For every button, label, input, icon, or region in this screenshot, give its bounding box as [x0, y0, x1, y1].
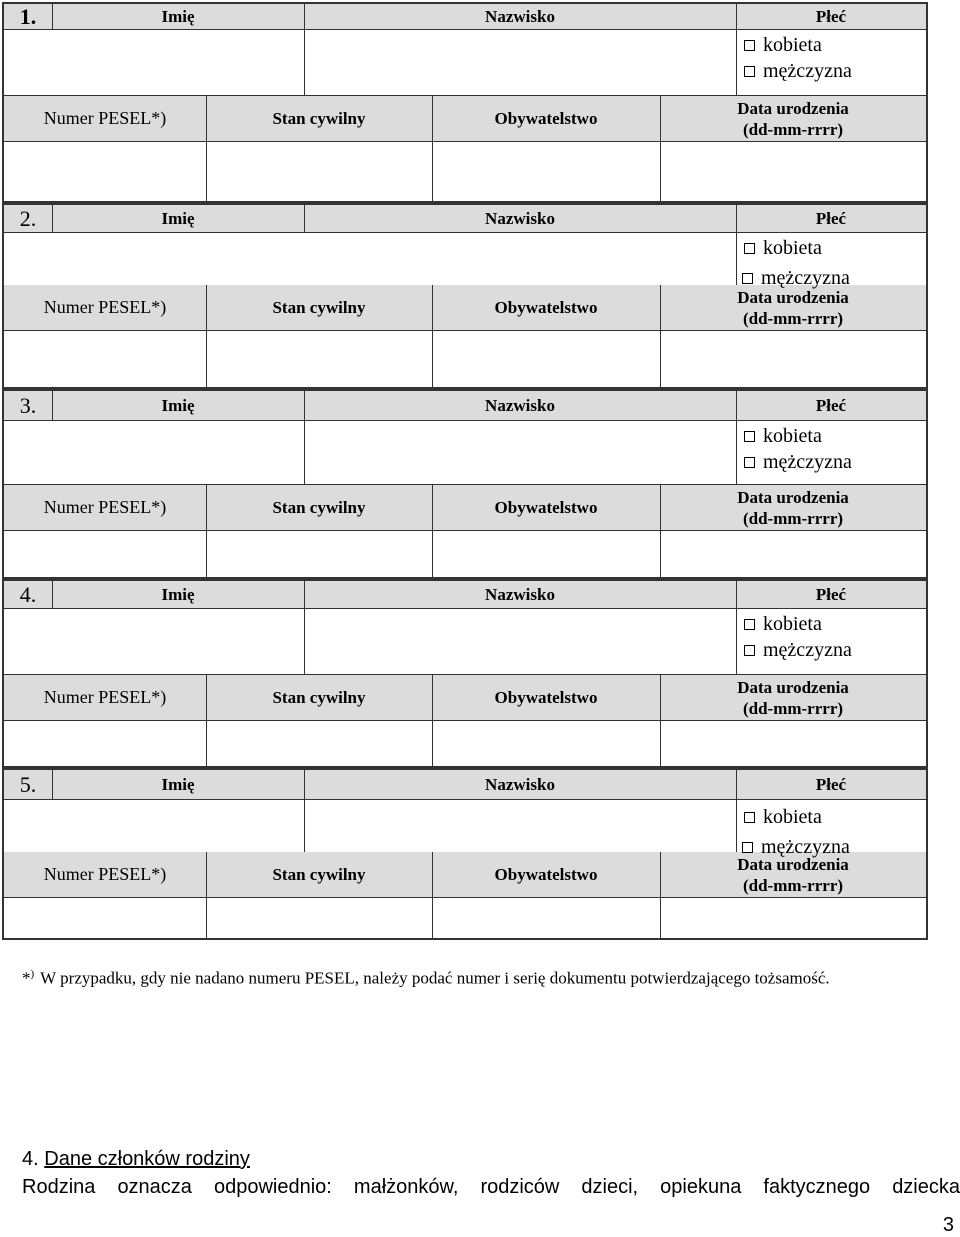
plec-options: [736, 609, 926, 674]
label-data-urodzenia: Data urodzenia (dd-mm-rrrr): [737, 677, 849, 718]
label-plec: Płeć: [815, 208, 847, 228]
name-input-row: [4, 609, 926, 675]
nazwisko-field[interactable]: [304, 421, 737, 484]
label-nazwisko: Nazwisko: [304, 4, 737, 29]
option-mezczyzna[interactable]: mężczyzna: [744, 637, 926, 663]
nazwisko-field[interactable]: [304, 609, 737, 674]
details-header-row: [4, 96, 926, 142]
nazwisko-field[interactable]: [304, 233, 737, 285]
label-obywatelstwo: Obywatelstwo: [432, 675, 661, 720]
section-text-word: dziecka: [892, 1176, 960, 1198]
person-number: 1.: [4, 4, 53, 29]
details-input-row: [4, 898, 926, 940]
section-text-word: opiekuna: [660, 1176, 742, 1198]
label-imie: Imię: [52, 4, 305, 29]
label-obywatelstwo: Obywatelstwo: [432, 485, 661, 530]
name-input-row: [4, 30, 926, 96]
label-plec: Płeć: [815, 395, 847, 415]
section-text-word: dzieci,: [581, 1176, 639, 1198]
label-data-urodzenia: Data urodzenia (dd-mm-rrrr): [737, 854, 849, 895]
person-number: 3.: [4, 391, 53, 420]
plec-options: [736, 30, 926, 95]
checkbox-icon[interactable]: [744, 812, 755, 823]
imie-field[interactable]: [4, 233, 304, 285]
label-nazwisko: Nazwisko: [304, 391, 737, 420]
person-number: 2.: [4, 205, 53, 232]
label-data-urodzenia: Data urodzenia (dd-mm-rrrr): [737, 487, 849, 528]
section-text-word: Rodzina: [22, 1176, 96, 1198]
option-kobieta[interactable]: kobieta: [744, 804, 926, 830]
option-mezczyzna[interactable]: mężczyzna: [744, 58, 926, 84]
label-data-urodzenia: Data urodzenia (dd-mm-rrrr): [737, 287, 849, 328]
person-number: 5.: [4, 770, 53, 799]
person-block-4: [2, 579, 928, 768]
label-pesel: Numer PESEL* ): [4, 675, 207, 720]
imie-field[interactable]: [4, 421, 305, 484]
option-mezczyzna[interactable]: mężczyzna: [742, 267, 850, 290]
label-pesel: Numer PESEL* ): [4, 852, 207, 897]
section-text: [22, 1176, 960, 1199]
checkbox-icon[interactable]: [742, 842, 753, 853]
details-header-row: [4, 485, 926, 531]
label-obywatelstwo: Obywatelstwo: [432, 285, 661, 330]
name-input-row: [4, 421, 926, 485]
label-imie: Imię: [52, 205, 305, 232]
checkbox-icon[interactable]: [744, 66, 755, 77]
label-plec: Płeć: [815, 6, 847, 26]
persons-form: [2, 2, 928, 940]
label-imie: Imię: [52, 581, 305, 608]
checkbox-icon[interactable]: [744, 40, 755, 51]
label-pesel: Numer PESEL* ): [4, 96, 207, 141]
label-pesel: Numer PESEL* ): [4, 485, 207, 530]
option-mezczyzna[interactable]: mężczyzna: [742, 836, 850, 859]
option-kobieta[interactable]: kobieta: [744, 32, 926, 58]
person-number: 4.: [4, 581, 53, 608]
person-header-row: [4, 389, 926, 421]
option-kobieta[interactable]: kobieta: [744, 235, 926, 261]
nazwisko-field[interactable]: [304, 30, 737, 95]
imie-field[interactable]: [4, 609, 305, 674]
label-stan-cywilny: Stan cywilny: [206, 852, 433, 897]
person-header-row: [4, 2, 926, 30]
plec-options: [736, 421, 926, 484]
checkbox-icon[interactable]: [744, 645, 755, 656]
nazwisko-field[interactable]: [304, 800, 737, 852]
section-text-word: rodziców: [480, 1176, 560, 1198]
checkbox-icon[interactable]: [744, 457, 755, 468]
label-nazwisko: Nazwisko: [304, 581, 737, 608]
label-imie: Imię: [52, 391, 305, 420]
details-header-row: [4, 267, 926, 331]
person-header-row: [4, 768, 926, 800]
label-obywatelstwo: Obywatelstwo: [432, 852, 661, 897]
imie-field[interactable]: [4, 800, 305, 852]
section-text-word: faktycznego: [763, 1176, 871, 1198]
person-block-3: [2, 389, 928, 579]
footnote: *) W przypadku, gdy nie nadano numeru PESEL, należy podać numer i serię dokumentu potwierdzającego tożsamość.: [22, 968, 830, 988]
label-plec: Płeć: [815, 774, 847, 794]
details-input-row: [4, 142, 926, 203]
label-obywatelstwo: Obywatelstwo: [432, 96, 661, 141]
checkbox-icon[interactable]: [744, 243, 755, 254]
label-pesel: Numer PESEL* ): [4, 285, 207, 330]
details-header-row: [4, 836, 926, 898]
section-text-word: odpowiednio:: [213, 1176, 332, 1198]
person-block-5: [2, 768, 928, 940]
label-nazwisko: Nazwisko: [304, 205, 737, 232]
label-stan-cywilny: Stan cywilny: [206, 675, 433, 720]
option-mezczyzna[interactable]: mężczyzna: [744, 449, 926, 475]
details-header-row: [4, 675, 926, 721]
section-text-word: małżonków,: [353, 1176, 459, 1198]
page-number: 3: [942, 1214, 954, 1236]
details-input-row: [4, 331, 926, 389]
person-block-1: [2, 2, 928, 203]
details-input-row: [4, 531, 926, 579]
label-plec: Płeć: [815, 584, 847, 604]
details-input-row: [4, 721, 926, 768]
option-kobieta[interactable]: kobieta: [744, 611, 926, 637]
person-header-row: [4, 579, 926, 609]
person-header-row: [4, 203, 926, 233]
section-heading: [22, 1148, 250, 1171]
checkbox-icon[interactable]: [742, 273, 753, 284]
label-stan-cywilny: Stan cywilny: [206, 485, 433, 530]
option-kobieta[interactable]: kobieta: [744, 423, 926, 449]
label-stan-cywilny: Stan cywilny: [206, 96, 433, 141]
checkbox-icon[interactable]: [744, 619, 755, 630]
imie-field[interactable]: [4, 30, 305, 95]
checkbox-icon[interactable]: [744, 431, 755, 442]
label-data-urodzenia: Data urodzenia (dd-mm-rrrr): [737, 98, 849, 139]
person-block-2: [2, 203, 928, 389]
section-text-word: oznacza: [117, 1176, 192, 1198]
section-title: Dane członków rodziny: [44, 1148, 250, 1170]
label-nazwisko: Nazwisko: [304, 770, 737, 799]
label-imie: Imię: [52, 770, 305, 799]
label-stan-cywilny: Stan cywilny: [206, 285, 433, 330]
section-number: 4.: [22, 1148, 39, 1170]
